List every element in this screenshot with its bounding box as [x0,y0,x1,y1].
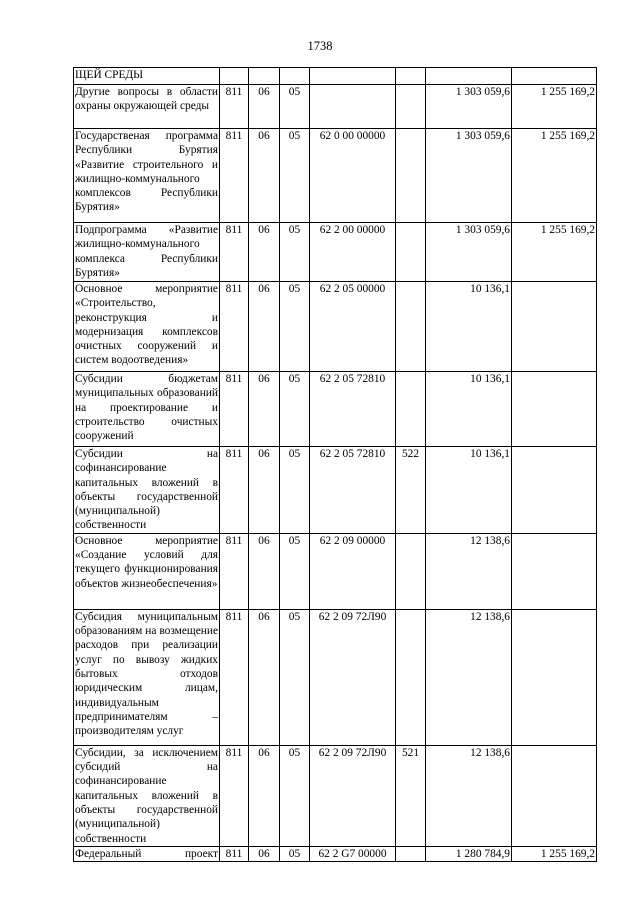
table-row [74,609,597,745]
expense-type-code [396,533,426,609]
ved-code: 811 [220,85,249,129]
ved-code: 811 [220,372,249,447]
ved-code: 811 [220,745,249,846]
expense-type-code [396,282,426,372]
table-row [74,223,597,282]
expense-type-code [396,85,426,129]
target-article-code: 62 0 00 00000 [310,129,396,223]
row-name: Субсидии, за исключением субсидий на софинансирование капитальных вложений в объекты государственной (муниципальной) собственности [75,746,218,845]
section-code: 06 [249,447,280,534]
amount-year-2 [512,745,597,846]
row-name: Государственая программа Республики Бурятия «Развитие строительного и жилищно-коммунального комплексов Республики Бурятия» [74,129,220,223]
ved-code: 811 [220,846,249,861]
section-code: 06 [249,129,280,223]
subsection-code: 05 [280,533,310,609]
subsection-code: 05 [280,223,310,282]
target-article-code [310,68,396,85]
target-article-code: 62 2 G7 00000 [310,846,396,861]
expense-type-code: 521 [396,745,426,846]
subsection-code: 05 [280,372,310,447]
table-row [74,282,597,372]
expense-type-code [396,129,426,223]
table-row [74,447,597,534]
amount-year-2: 1 255 169,2 [512,85,597,129]
row-name: Субсидия муниципальным образованиям на возмещение расходов при реализации услуг по вывозу жидких бытовых отходов юридическим лицам, индивидуальным предпринимателям – производителям услуг [74,609,220,745]
subsection-code: 05 [280,129,310,223]
section-code: 06 [249,85,280,129]
expense-type-code [396,223,426,282]
row-name: Другие вопросы в области охраны окружающей среды [74,85,220,129]
expense-type-code [396,68,426,85]
amount-year-2 [512,609,597,745]
table-row [74,745,597,846]
subsection-code: 05 [280,447,310,534]
target-article-code: 62 2 09 00000 [310,533,396,609]
table-row [74,372,597,447]
amount-year-1: 1 280 784,9 [426,846,512,861]
ved-code: 811 [220,282,249,372]
ved-code: 811 [220,447,249,534]
amount-year-2 [512,447,597,534]
table-row [74,85,597,129]
target-article-code: 62 2 00 00000 [310,223,396,282]
budget-table [73,67,597,862]
amount-year-2 [512,533,597,609]
amount-year-2 [512,372,597,447]
section-code: 06 [249,609,280,745]
amount-year-1: 1 303 059,6 [426,223,512,282]
ved-code: 811 [220,129,249,223]
section-code [249,68,280,85]
page-number: 1738 [307,39,333,53]
row-name: Подпрограмма «Развитие жилищно-коммунального комплекса Республики Бурятия» [74,223,220,282]
amount-year-1: 1 303 059,6 [426,129,512,223]
table-row [74,533,597,609]
ved-code: 811 [220,223,249,282]
subsection-code: 05 [280,85,310,129]
subsection-code: 05 [280,282,310,372]
row-name: Субсидии бюджетам муниципальных образований на проектирование и строительство очистных сооружений [74,372,220,447]
target-article-code: 62 2 05 00000 [310,282,396,372]
amount-year-2 [512,282,597,372]
subsection-code: 05 [280,609,310,745]
section-code: 06 [249,372,280,447]
section-code: 06 [249,282,280,372]
ved-code [220,68,249,85]
amount-year-2: 1 255 169,2 [512,223,597,282]
amount-year-1 [426,68,512,85]
amount-year-1: 10 136,1 [426,447,512,534]
table-row [74,846,597,861]
ved-code: 811 [220,533,249,609]
amount-year-1: 10 136,1 [426,282,512,372]
row-name: ЩЕЙ СРЕДЫ [74,68,220,85]
expense-type-code [396,609,426,745]
amount-year-2: 1 255 169,2 [512,846,597,861]
target-article-code: 62 2 05 72810 [310,372,396,447]
ved-code: 811 [220,609,249,745]
amount-year-2: 1 255 169,2 [512,129,597,223]
row-name: Субсидии на софинансирование капитальных вложений в объекты государственной (муниципальной) собственности [75,448,218,532]
subsection-code [280,68,310,85]
expense-type-code [396,846,426,861]
subsection-code: 05 [280,846,310,861]
subsection-code: 05 [280,745,310,846]
section-code: 06 [249,223,280,282]
target-article-code: 62 2 05 72810 [310,447,396,534]
target-article-code: 62 2 09 72Л90 [310,609,396,745]
amount-year-2 [512,68,597,85]
section-code: 06 [249,745,280,846]
expense-type-code: 522 [396,447,426,534]
row-name: Основное мероприятие «Создание условий для текущего функционирования объектов жизнеобеспечения» [74,533,220,609]
expense-type-code [396,372,426,447]
amount-year-1: 12 138,6 [426,745,512,846]
row-name: Федеральный проект [75,847,218,860]
table-row [74,129,597,223]
target-article-code: 62 2 09 72Л90 [310,745,396,846]
amount-year-1: 12 138,6 [426,609,512,745]
amount-year-1: 12 138,6 [426,533,512,609]
section-code: 06 [249,533,280,609]
section-code: 06 [249,846,280,861]
row-name: Основное мероприятие «Строительство, реконструкция и модернизация комплексов очистных сооружений и систем водоотведения» [74,282,220,372]
amount-year-1: 10 136,1 [426,372,512,447]
table-row [74,68,597,85]
amount-year-1: 1 303 059,6 [426,85,512,129]
target-article-code [310,85,396,129]
